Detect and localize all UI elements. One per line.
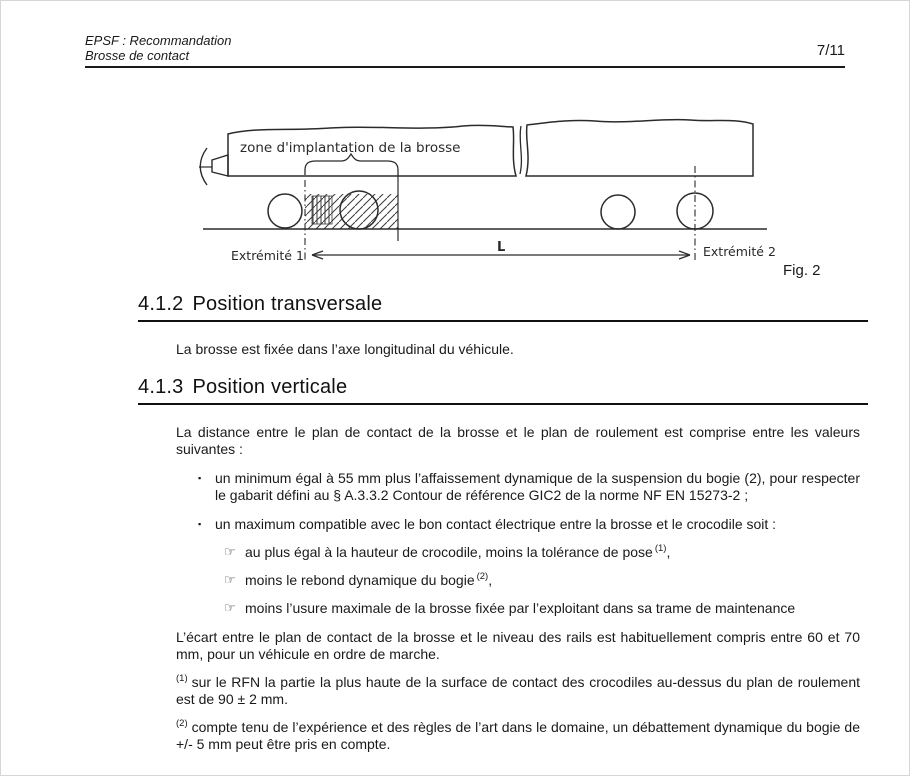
footnote-text: sur le RFN la partie la plus haute de la surface de contact des crocodiles au-dessus du plan de roulement est de 90 ± 2 mm. [176, 674, 860, 707]
zone-label: zone d'implantation de la brosse [240, 140, 461, 156]
sub-bullet-body: au plus égal à la hauteur de crocodile, moins la tolérance de pose [245, 544, 653, 560]
coupler [212, 155, 228, 176]
section-number: 4.1.3 [138, 376, 184, 398]
sub-bullet-suffix: , [666, 544, 671, 560]
header-doc-title: Brosse de contact [85, 48, 190, 63]
header-doc-type: EPSF : Recommandation [85, 33, 232, 48]
square-bullet-icon: ▪ [198, 473, 202, 483]
wheel [601, 195, 635, 229]
length-label: L [497, 240, 506, 255]
section-4-1-2 [138, 293, 868, 358]
footnote-text: compte tenu de l’expérience et des règles de l’art dans le domaine, un débattement dynamique du bogie de +/- 5 mm peut être pris en compte. [176, 719, 860, 752]
section-heading [138, 376, 868, 399]
paragraph: La distance entre le plan de contact de la brosse et le plan de roulement est comprise entre les valeurs suivantes : [176, 424, 860, 457]
footnote-marker: (1) [176, 673, 188, 685]
sub-list-item [224, 544, 860, 561]
pointing-hand-bullet-icon: ☞ [224, 600, 236, 615]
bullet-text: un maximum compatible avec le bon contact électrique entre la brosse et le crocodile soit : [215, 516, 777, 532]
paragraph: La brosse est fixée dans l’axe longitudinal du véhicule. [176, 341, 514, 357]
header-title-block [85, 33, 231, 63]
figure-caption: Fig. 2 [783, 262, 821, 279]
footnote-reference: (2) [476, 571, 489, 583]
section-title: Position verticale [192, 376, 348, 398]
header-rule [85, 66, 845, 68]
paragraph: L’écart entre le plan de contact de la brosse et le niveau des rails est habituellement compris entre 60 et 70 mm, pour un véhicule en ordre de marche. [176, 629, 860, 662]
footnote-reference: (1) [654, 543, 667, 555]
bullet-text: un minimum égal à 55 mm plus l’affaissement dynamique de la suspension du bogie (2), pour respecter le gabarit défini au § A.3.3.2 Contour de référence GIC2 de la norme NF EN 15273-2 ; [215, 470, 860, 503]
sub-bullet-text [245, 544, 670, 561]
vehicle-body-right [526, 120, 753, 176]
square-bullet-icon: ▪ [198, 519, 202, 529]
pointing-hand-bullet-icon: ☞ [224, 544, 236, 559]
sub-bullet-text [245, 572, 492, 589]
footnote [176, 674, 860, 708]
list-item [198, 516, 860, 533]
extremity-2-label: Extrémité 2 [703, 244, 776, 259]
pointing-hand-bullet-icon: ☞ [224, 572, 236, 587]
list-item [198, 470, 860, 504]
page-number: 7/11 [816, 42, 845, 59]
sub-bullet-suffix: , [488, 572, 493, 588]
sub-list-item [224, 600, 860, 617]
figure-2 [195, 110, 855, 280]
section-4-1-3 [138, 376, 868, 663]
body-break-mark [520, 126, 521, 174]
sub-bullet-body: moins l’usure maximale de la brosse fixée par l’exploitant dans sa trame de maintenance [245, 600, 796, 616]
footnote-marker: (2) [176, 718, 188, 730]
sub-list-item [224, 572, 860, 589]
extremity-1-label: Extrémité 1 [231, 248, 304, 263]
footnote [176, 719, 860, 753]
section-heading [138, 293, 868, 316]
section-number: 4.1.2 [138, 293, 184, 315]
section-title: Position transversale [192, 293, 383, 315]
sub-bullet-body: moins le rebond dynamique du bogie [245, 572, 475, 588]
wheel [268, 194, 302, 228]
sub-bullet-text [245, 600, 797, 617]
figure-2-drawing [195, 110, 845, 280]
footnotes [138, 674, 868, 753]
page-header [0, 0, 910, 63]
brush [312, 196, 332, 224]
heading-rule [138, 403, 868, 405]
heading-rule [138, 320, 868, 322]
